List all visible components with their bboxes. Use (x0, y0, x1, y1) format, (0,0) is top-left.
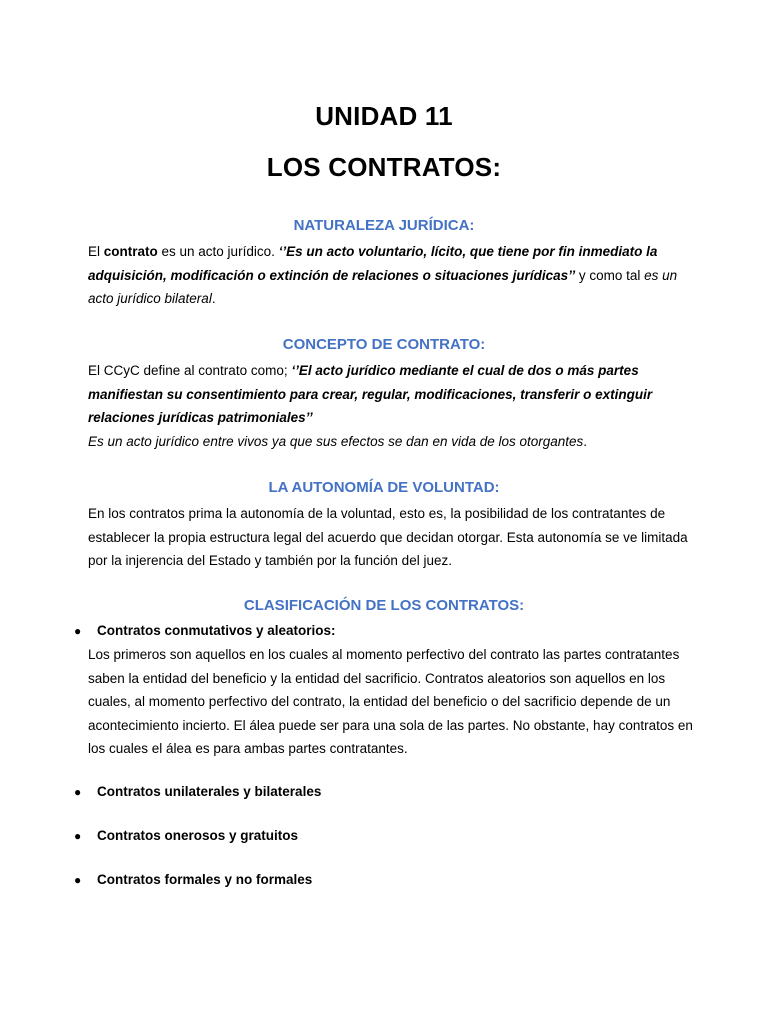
text: El CCyC define al contrato como; (88, 363, 292, 378)
bullet-icon: ● (74, 624, 82, 638)
list-item-label: Contratos onerosos y gratuitos (97, 828, 299, 843)
text-italic: Es un acto jurídico entre vivos ya que sus efectos se dan en vida de los otorgantes (88, 433, 584, 449)
text-italic: es un acto jurídico bilateral (88, 267, 678, 306)
bullet-icon: ● (74, 873, 82, 887)
quote: ‘’El acto jurídico mediante el cual de dos o más partes manifiestan su consentimiento para crear, regular, modificaciones, transferir o extinguir relaciones jurídicas patrimoniales’’ (88, 363, 653, 425)
paragraph-autonomia: En los contratos prima la autonomía de la voluntad, esto es, la posibilidad de los contratantes de establecer la propia estructura legal del acuerdo que decidan otorgar. Esta autonomía se ve limitada por la injerencia del Estado y también por la función del juez. (88, 506, 688, 568)
main-title: LOS CONTRATOS: (266, 152, 502, 182)
section-heading-autonomia: LA AUTONOMÍA DE VOLUNTAD: (268, 479, 500, 496)
section-heading-clasificacion: CLASIFICACIÓN DE LOS CONTRATOS: (243, 597, 525, 614)
text: y como tal (575, 267, 645, 283)
list-item-label: Contratos unilaterales y bilaterales (97, 784, 322, 799)
quote: ‘’Es un acto voluntario, lícito, que tiene por fin inmediato la adquisición, modificación o extinción de relaciones o situaciones jurídicas’’ (88, 244, 658, 283)
list-item-text: Los primeros son aquellos en los cuales al momento perfectivo del contrato las partes contratantes saben la entidad del beneficio y la entidad del sacrificio. Contratos aleatorios son aquellos en los cuales, al momento perfectivo del contrato, la entidad del beneficio o del sacrificio depende de un acontecimiento incierto. El álea puede ser para una sola de las partes. No obstante, hay contratos en los cuales el álea es para ambas partes contratantes. (88, 647, 693, 756)
paragraph-naturaleza (88, 240, 688, 311)
text-bold: contrato (103, 244, 158, 259)
list-item-label: Contratos conmutativos y aleatorios: (97, 623, 336, 638)
section-heading-concepto: CONCEPTO DE CONTRATO: (282, 336, 486, 353)
paragraph-concepto (88, 359, 688, 453)
text: . (583, 433, 588, 449)
bullet-icon: ● (74, 829, 82, 843)
list-item-label: Contratos formales y no formales (97, 872, 313, 887)
text: El (88, 244, 104, 259)
section-heading-naturaleza: NATURALEZA JURÍDICA: (293, 217, 475, 234)
text: es un acto jurídico. (157, 244, 279, 259)
bullet-icon: ● (74, 785, 82, 799)
text: . (211, 291, 216, 306)
unit-title: UNIDAD 11 (315, 101, 453, 131)
